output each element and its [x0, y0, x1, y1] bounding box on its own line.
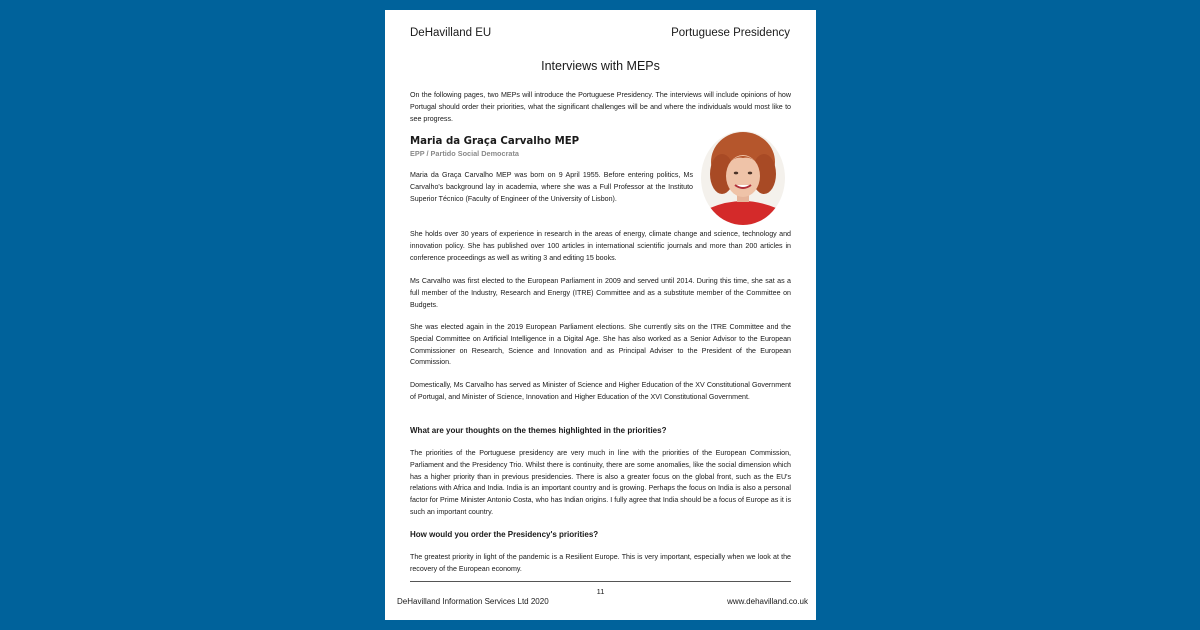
footer-copyright: DeHavilland Information Services Ltd 2020 [397, 597, 549, 606]
bio-paragraph: Maria da Graça Carvalho MEP was born on 9 April 1955. Before entering politics, Ms Carvalho's background lay in academia, where she was a Full Professor at the Instituto Superior Técnico (Faculty of Engineer of the University of Lisbon). [410, 171, 693, 203]
header-publisher: DeHavilland EU [410, 27, 492, 39]
footer-divider [410, 581, 791, 582]
page-title: Interviews with MEPs [541, 59, 660, 73]
mep-name: Maria da Graça Carvalho MEP [410, 136, 580, 147]
question-heading: How would you order the Presidency's priorities? [410, 530, 599, 539]
header-section: Portuguese Presidency [671, 27, 790, 39]
document-page [385, 10, 816, 620]
portrait-photo [700, 126, 786, 226]
answer-paragraph: The greatest priority in light of the pandemic is a Resilient Europe. This is very important, especially when we look at the recovery of the European economy. [410, 553, 791, 573]
intro-paragraph: On the following pages, two MEPs will introduce the Portuguese Presidency. The interviews will include opinions of how Portugal should order their priorities, what the significant challenges will be and where the individuals would most like to see progress. [410, 91, 791, 123]
bio-paragraph: She holds over 30 years of experience in research in the areas of energy, climate change and science, technology and innovation policy. She has published over 100 articles in international scientific journals and more than 200 articles in conference proceedings as well as writing 3 and editing 15 books. [410, 230, 791, 262]
mep-party: EPP / Partido Social Democrata [410, 149, 519, 158]
bio-paragraph: Domestically, Ms Carvalho has served as Minister of Science and Higher Education of the XV Constitutional Government of Portugal, and Minister of Science, Innovation and Higher Education of the XVI Constitutional Government. [410, 381, 791, 401]
bio-paragraph: Ms Carvalho was first elected to the European Parliament in 2009 and served until 2014. During this time, she sat as a full member of the Industry, Research and Energy (ITRE) Committee and as a substitute member of the Committee on Budgets. [410, 277, 791, 309]
answer-paragraph: The priorities of the Portuguese presidency are very much in line with the priorities of the European Commission, Parliament and the Presidency Trio. Whilst there is continuity, there are some anomalies, like the social dimension which has a higher priority than in previous presidencies. There is also a greater focus on the global front, such as the EU's relations with Africa and India. India is an important country and is growing. Perhaps the focus on India is also a personal factor for Prime Minister Antonio Costa, who has Indian origins. I fully agree that India should be a focus of Europe as it is such an important country. [410, 449, 791, 516]
page-number: 11 [596, 587, 605, 596]
bio-paragraph: She was elected again in the 2019 European Parliament elections. She currently sits on the ITRE Committee and the Special Committee on Artificial Intelligence in a Digital Age. She has also worked as a Senior Advisor to the European Commissioner on Research, Science and Innovation and as Principal Adviser to the President of the European Commission. [410, 323, 791, 367]
question-heading: What are your thoughts on the themes highlighted in the priorities? [410, 426, 667, 435]
footer-website-link[interactable]: www.dehavilland.co.uk [727, 597, 808, 606]
